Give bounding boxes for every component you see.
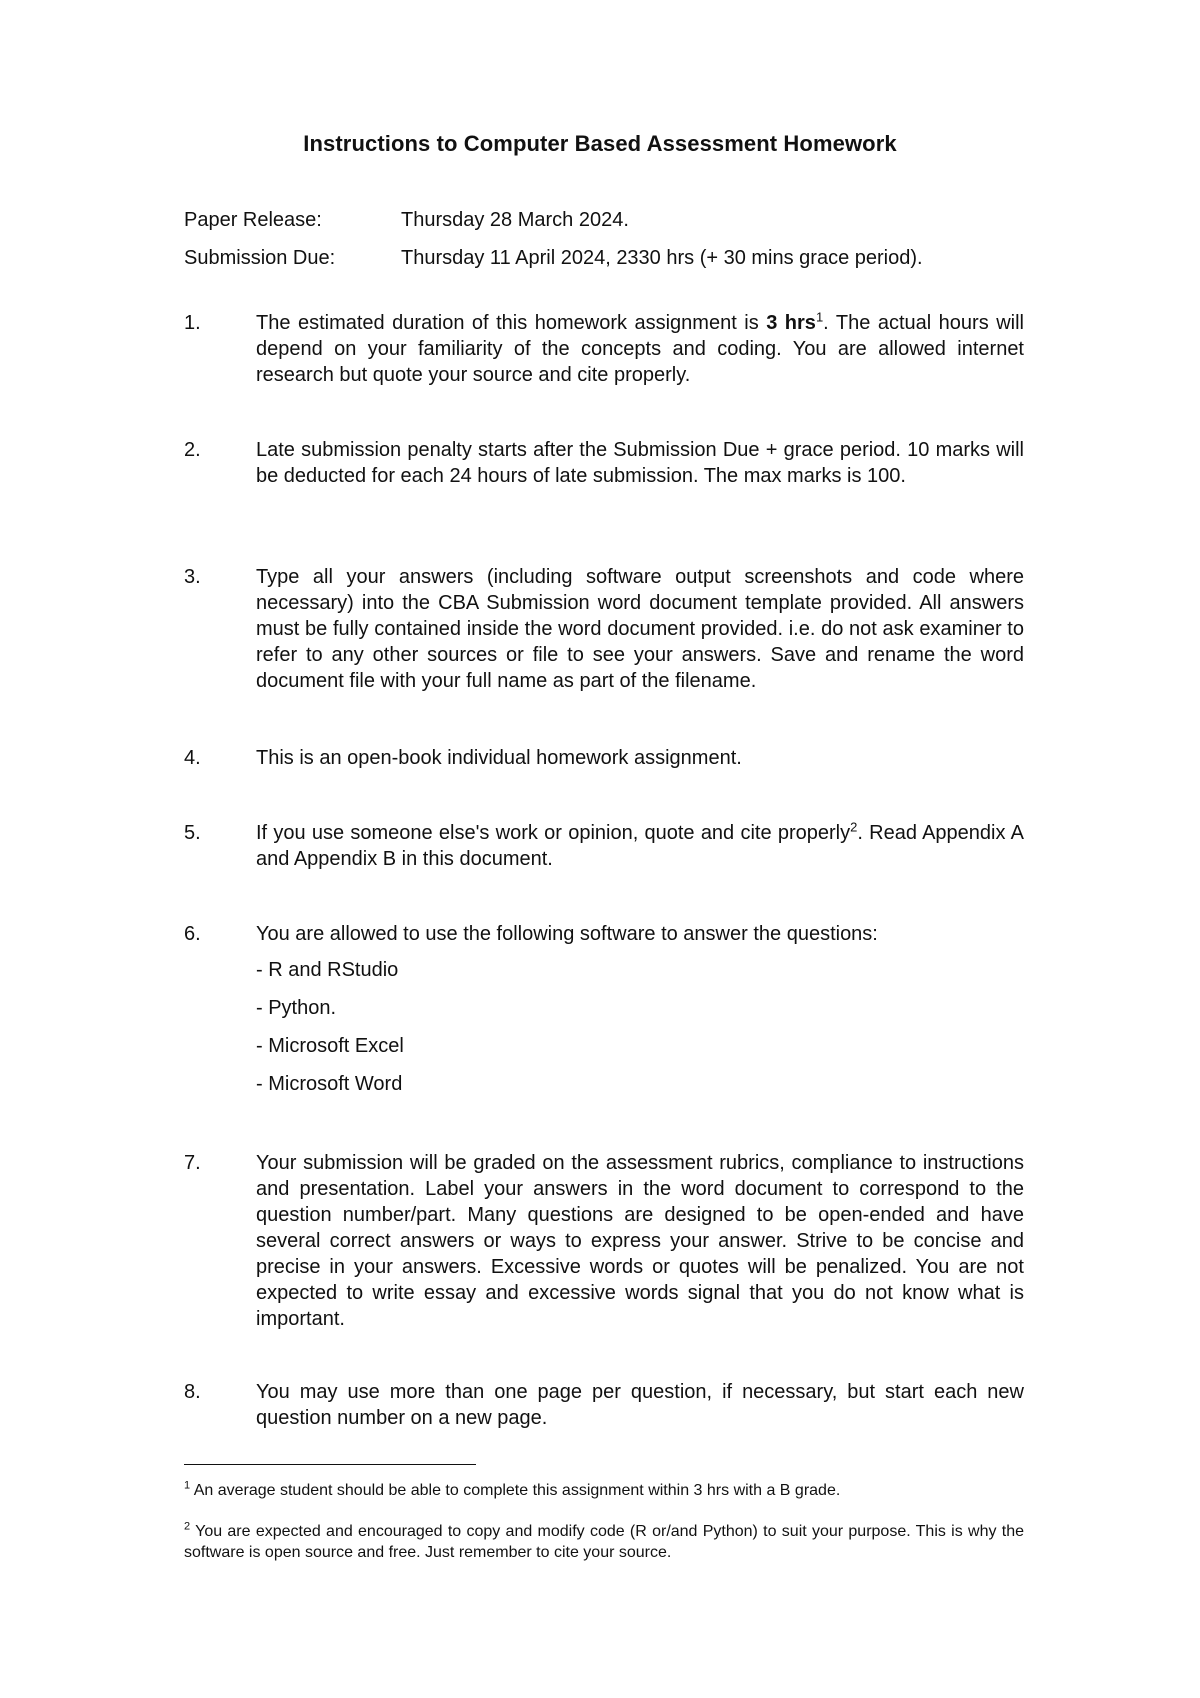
footnote-text: An average student should be able to complete this assignment within 3 hrs with a B grade. (190, 1482, 841, 1499)
instruction-item-4 (184, 745, 1024, 771)
item-number: 6. (184, 923, 201, 945)
instruction-item-6 (184, 921, 1024, 947)
item-number: 5. (184, 822, 201, 844)
submission-due-label: Submission Due: (184, 247, 336, 269)
item-text: This is an open-book individual homework assignment. (256, 747, 742, 769)
document-title: Instructions to Computer Based Assessment Homework (303, 131, 897, 156)
item-text: You are allowed to use the following software to answer the questions: (256, 923, 878, 945)
item-number: 1. (184, 312, 201, 334)
footnote-1 (184, 1480, 1024, 1501)
paper-release-row (184, 209, 629, 232)
footnote-mark: 2 (184, 1520, 191, 1533)
software-list-item: - Microsoft Excel (256, 1035, 404, 1057)
item-number: 4. (184, 747, 201, 769)
item-number: 2. (184, 439, 201, 461)
software-list-item: - Python. (256, 997, 337, 1019)
footnote-2 (184, 1521, 1024, 1563)
instruction-item-1 (184, 310, 1024, 388)
duration-bold: 3 hrs (766, 312, 816, 334)
instruction-item-7 (184, 1150, 1024, 1332)
submission-due-value: Thursday 11 April 2024, 2330 hrs (+ 30 mins grace period). (401, 247, 923, 269)
item-text: Late submission penalty starts after the Submission Due + grace period. 10 marks will be deducted for each 24 hours of late submission. The max marks is 100. (256, 439, 1024, 487)
paper-release-label: Paper Release: (184, 209, 322, 231)
footnote-mark: 1 (184, 1479, 191, 1492)
footnote-ref-1: 1 (815, 309, 824, 325)
paper-release-value: Thursday 28 March 2024. (401, 209, 629, 231)
footnote-divider (184, 1464, 476, 1465)
item-number: 3. (184, 566, 201, 588)
item-number: 8. (184, 1381, 201, 1403)
instruction-item-5 (184, 820, 1024, 872)
instruction-item-2 (184, 437, 1024, 489)
instruction-item-8 (184, 1379, 1024, 1431)
item-number: 7. (184, 1152, 201, 1174)
item-text: You may use more than one page per question, if necessary, but start each new question number on a new page. (256, 1381, 1024, 1429)
footnote-text: You are expected and encouraged to copy and modify code (R or/and Python) to suit your purpose. This is why the software is open source and free. Just remember to cite your source. (184, 1523, 1024, 1561)
software-list-item: - R and RStudio (256, 959, 399, 981)
footnote-ref-2: 2 (850, 819, 858, 835)
software-list-item: - Microsoft Word (256, 1073, 403, 1095)
item-text: Your submission will be graded on the assessment rubrics, compliance to instructions and presentation. Label your answers in the word document to correspond to the question number/part. Many questions are designed to be open-ended and have several correct answers or ways to express your answer. Strive to be concise and precise in your answers. Excessive words or quotes will be penalized. You are not expected to write essay and excessive words signal that you do not know what is important. (256, 1152, 1024, 1330)
item-text: Type all your answers (including software output screenshots and code where necessary) into the CBA Submission word document template provided. All answers must be fully contained inside the word document provided. i.e. do not ask examiner to refer to any other sources or file to see your answers. Save and rename the word document file with your full name as part of the filename. (256, 566, 1024, 692)
instruction-item-3 (184, 564, 1024, 694)
item-text: The estimated duration of this homework assignment is 3 hrs$^1$. The actual hours will depend on your familiarity of the concepts and coding. You are allowed internet research but quote your source and cite properly. (256, 309, 1024, 386)
item-text: If you use someone else's work or opinion, quote and cite properly$^2$. Read Appendix A and Appendix B in this document. (256, 819, 1024, 870)
submission-due-row (184, 247, 923, 270)
